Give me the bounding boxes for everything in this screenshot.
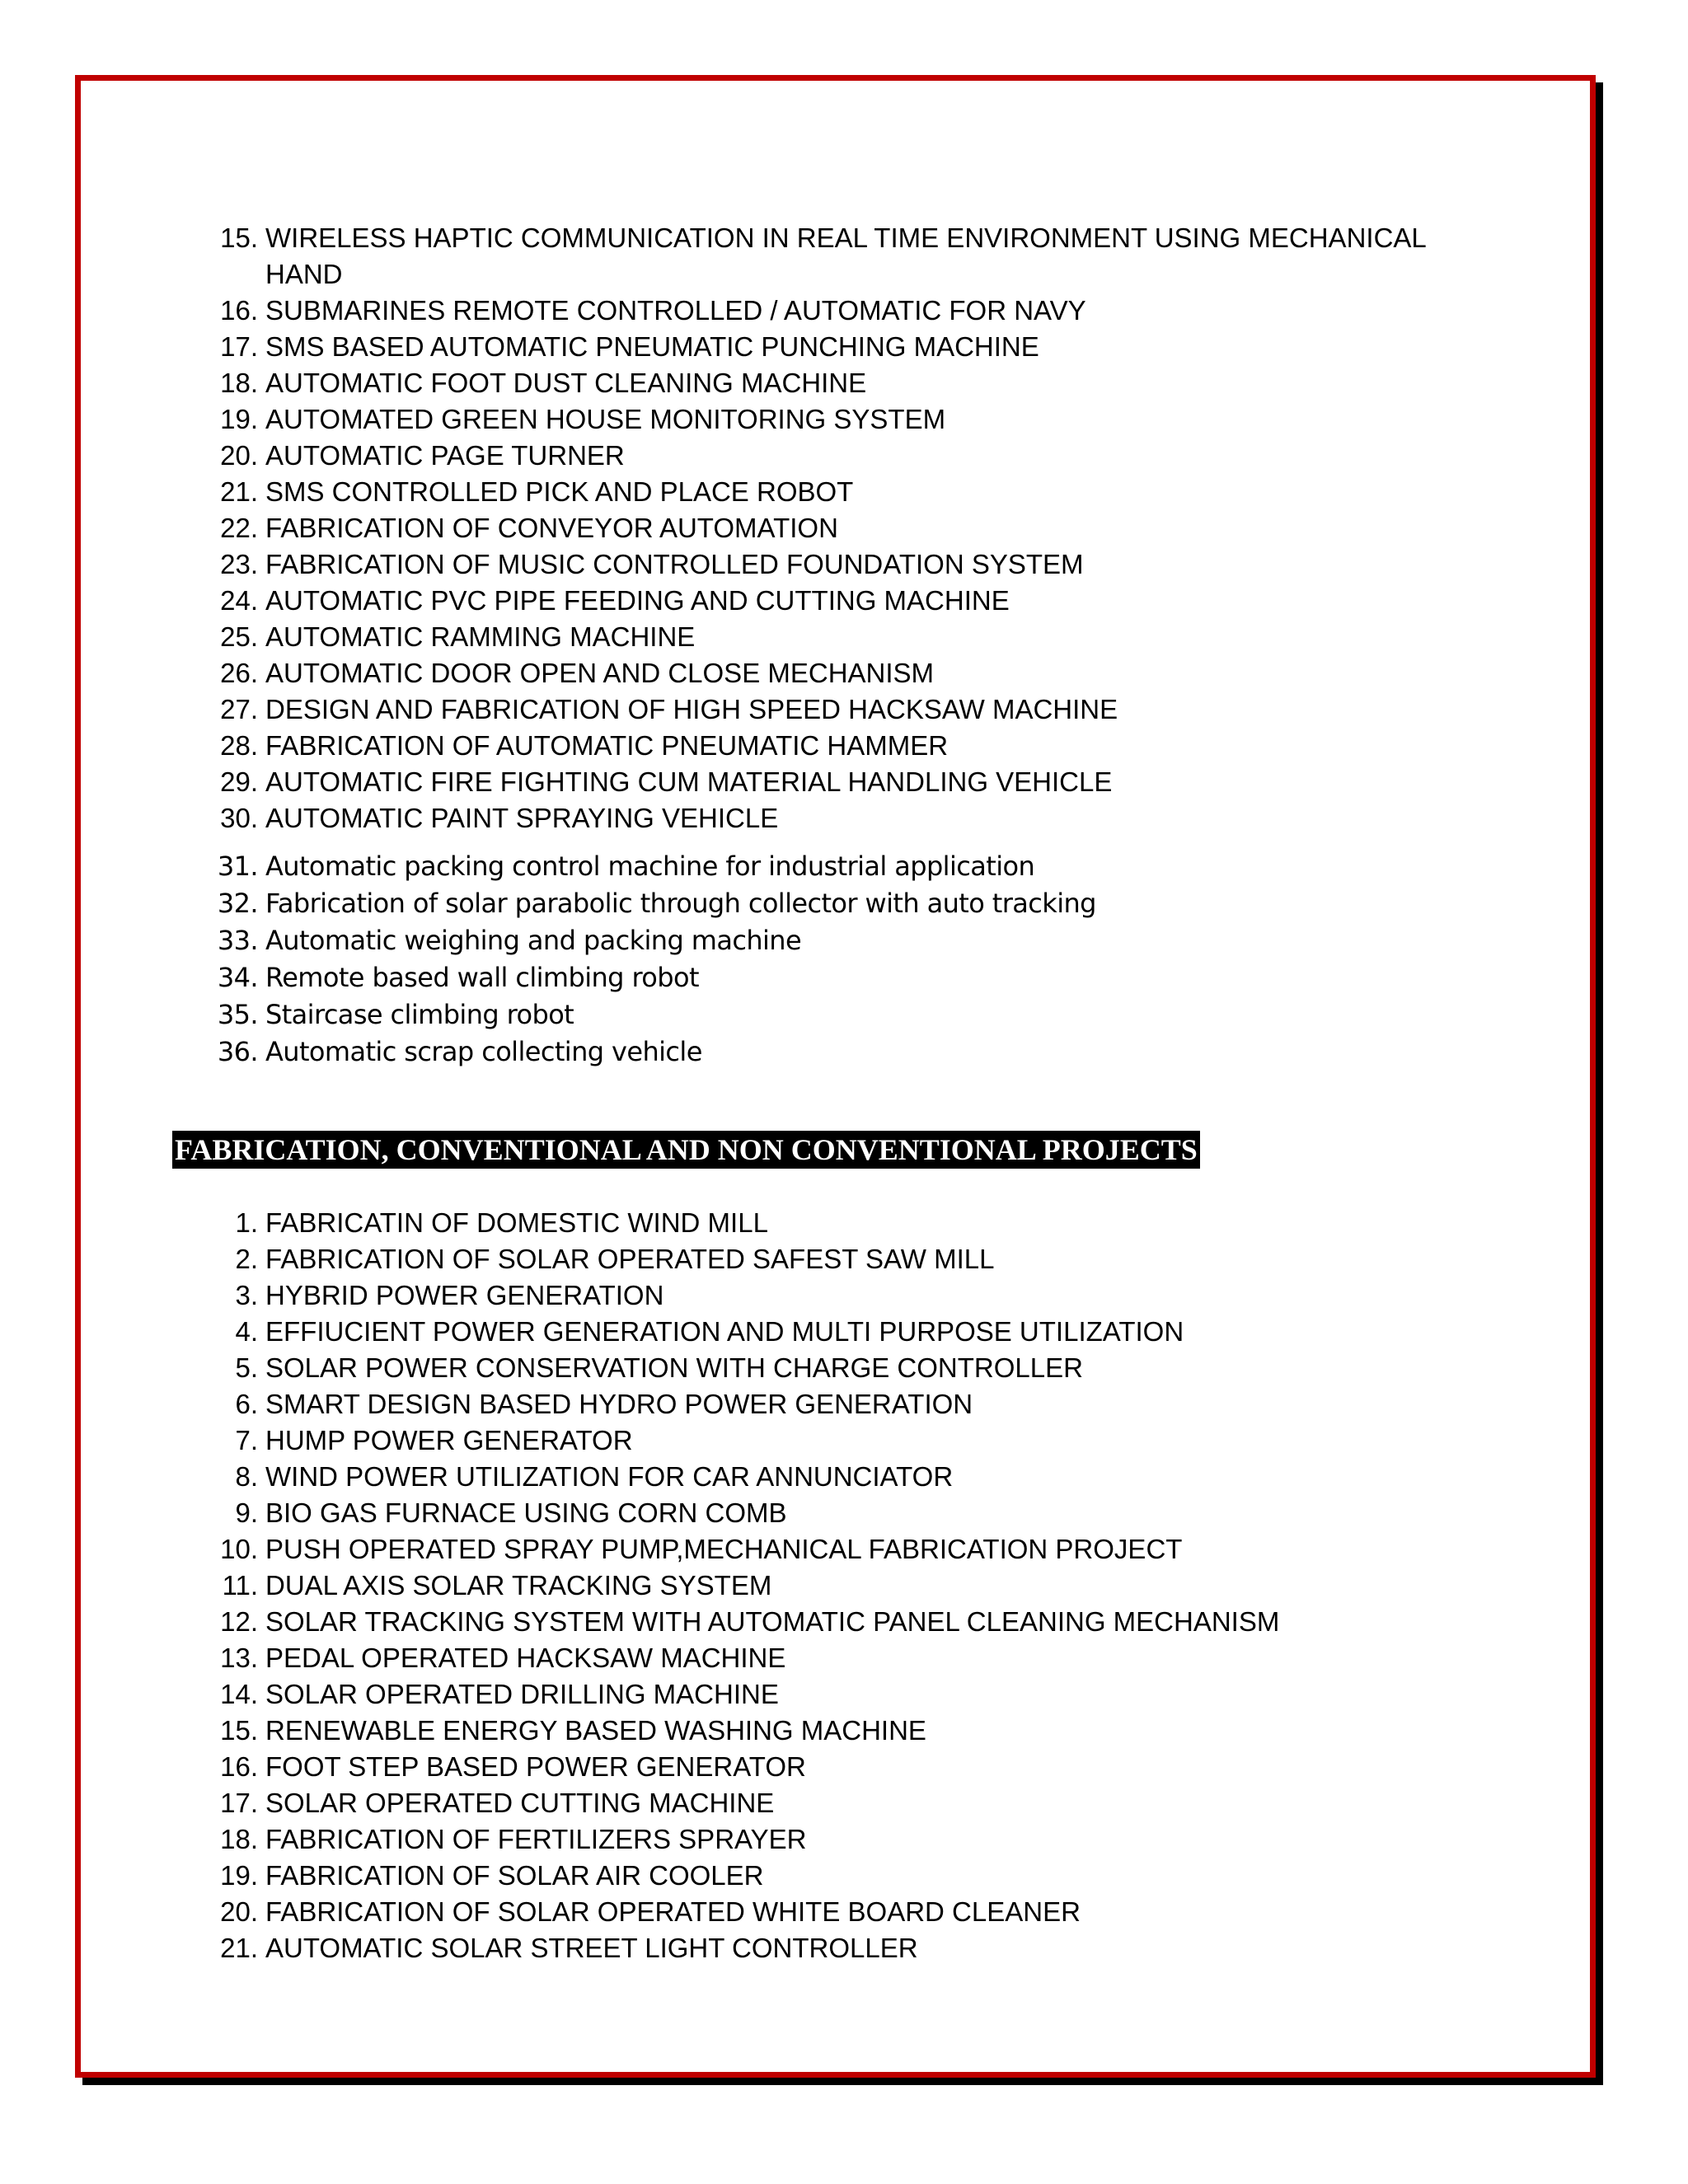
item-number: 13.: [220, 1643, 258, 1673]
list-item: [204, 655, 1461, 691]
list-item: [204, 1033, 1096, 1071]
list-item: [204, 365, 1461, 401]
item-text: HUMP POWER GENERATOR: [265, 1425, 633, 1455]
list-item: [204, 1350, 1279, 1386]
item-number: 19.: [220, 1860, 258, 1891]
item-text: AUTOMATIC FIRE FIGHTING CUM MATERIAL HANDLING VEHICLE: [265, 766, 1113, 797]
item-number: 21.: [220, 1933, 258, 1963]
item-text: AUTOMATIC RAMMING MACHINE: [265, 621, 696, 652]
item-text: SMS CONTROLLED PICK AND PLACE ROBOT: [265, 476, 854, 507]
item-number: 20.: [220, 1896, 258, 1927]
item-number: 31.: [217, 851, 258, 882]
item-text: FABRICATIN OF DOMESTIC WIND MILL: [265, 1207, 768, 1238]
list-item: [204, 800, 1461, 837]
item-number: 18.: [220, 368, 258, 398]
item-number: 33.: [217, 925, 258, 956]
item-number: 17.: [220, 331, 258, 362]
item-text: SOLAR TRACKING SYSTEM WITH AUTOMATIC PANEL CLEANING MECHANISM: [265, 1606, 1280, 1637]
item-text: Automatic scrap collecting vehicle: [265, 1036, 702, 1067]
item-text: FABRICATION OF SOLAR OPERATED WHITE BOARD CLEANER: [265, 1896, 1081, 1927]
item-number: 27.: [220, 694, 258, 724]
item-number: 11.: [222, 1570, 258, 1601]
item-number: 4.: [235, 1316, 258, 1347]
list-item: [204, 583, 1461, 619]
list-item: [204, 1785, 1279, 1821]
item-number: 18.: [220, 1824, 258, 1854]
item-number: 15.: [220, 223, 258, 253]
item-text: FABRICATION OF SOLAR OPERATED SAFEST SAW MILL: [265, 1244, 995, 1274]
item-text: Staircase climbing robot: [265, 999, 574, 1030]
item-number: 24.: [220, 585, 258, 616]
item-text: Remote based wall climbing robot: [265, 962, 699, 993]
item-text: AUTOMATIC FOOT DUST CLEANING MACHINE: [265, 368, 867, 398]
item-text: DUAL AXIS SOLAR TRACKING SYSTEM: [265, 1570, 772, 1601]
list-item: [204, 1241, 1279, 1277]
item-text: AUTOMATIC PAGE TURNER: [265, 440, 625, 471]
item-number: 7.: [235, 1425, 258, 1455]
item-number: 1.: [235, 1207, 258, 1238]
list-item: [204, 293, 1461, 329]
item-number: 16.: [220, 1751, 258, 1782]
list-item: [204, 510, 1461, 546]
item-text: WIRELESS HAPTIC COMMUNICATION IN REAL TIME ENVIRONMENT USING MECHANICAL HAND: [265, 223, 1426, 289]
item-number: 30.: [220, 803, 258, 833]
item-number: 12.: [220, 1606, 258, 1637]
list-item: [204, 691, 1461, 728]
item-text: FABRICATION OF FERTILIZERS SPRAYER: [265, 1824, 807, 1854]
list-item: [204, 1930, 1279, 1966]
item-number: 5.: [235, 1352, 258, 1383]
item-number: 26.: [220, 658, 258, 688]
list-item: [204, 1568, 1279, 1604]
item-text: Automatic weighing and packing machine: [265, 925, 802, 956]
item-number: 25.: [220, 621, 258, 652]
list-item: [204, 220, 1461, 293]
item-text: Automatic packing control machine for industrial application: [265, 851, 1035, 882]
item-number: 36.: [217, 1036, 258, 1067]
item-number: 2.: [235, 1244, 258, 1274]
item-number: 15.: [220, 1715, 258, 1746]
item-number: 35.: [217, 999, 258, 1030]
list-item: [204, 1277, 1279, 1314]
item-text: AUTOMATIC SOLAR STREET LIGHT CONTROLLER: [265, 1933, 918, 1963]
item-text: EFFIUCIENT POWER GENERATION AND MULTI PURPOSE UTILIZATION: [265, 1316, 1184, 1347]
item-text: AUTOMATED GREEN HOUSE MONITORING SYSTEM: [265, 404, 946, 434]
list-item: [204, 764, 1461, 800]
list-item: [204, 1749, 1279, 1785]
item-number: 28.: [220, 730, 258, 761]
item-number: 8.: [235, 1461, 258, 1492]
list-item: [204, 1713, 1279, 1749]
item-text: SOLAR OPERATED CUTTING MACHINE: [265, 1788, 775, 1818]
item-text: FABRICATION OF SOLAR AIR COOLER: [265, 1860, 764, 1891]
item-number: 29.: [220, 766, 258, 797]
item-text: SUBMARINES REMOTE CONTROLLED / AUTOMATIC FOR NAVY: [265, 295, 1086, 326]
list-item: [204, 546, 1461, 583]
item-text: SOLAR POWER CONSERVATION WITH CHARGE CONTROLLER: [265, 1352, 1083, 1383]
item-number: 16.: [220, 295, 258, 326]
item-text: HYBRID POWER GENERATION: [265, 1280, 664, 1310]
item-number: 17.: [220, 1788, 258, 1818]
item-number: 32.: [217, 888, 258, 919]
item-text: AUTOMATIC PVC PIPE FEEDING AND CUTTING MACHINE: [265, 585, 1010, 616]
item-number: 20.: [220, 440, 258, 471]
item-text: AUTOMATIC PAINT SPRAYING VEHICLE: [265, 803, 779, 833]
item-text: BIO GAS FURNACE USING CORN COMB: [265, 1497, 787, 1528]
list-item: [204, 1676, 1279, 1713]
list-item: [204, 474, 1461, 510]
item-number: 22.: [220, 513, 258, 543]
item-text: SOLAR OPERATED DRILLING MACHINE: [265, 1679, 779, 1709]
item-text: SMART DESIGN BASED HYDRO POWER GENERATION: [265, 1389, 973, 1419]
list-item: [204, 1314, 1279, 1350]
list-item: [204, 1386, 1279, 1422]
list-item: [204, 996, 1096, 1033]
item-text: DESIGN AND FABRICATION OF HIGH SPEED HACKSAW MACHINE: [265, 694, 1118, 724]
list-item: [204, 1205, 1279, 1241]
project-list-automation-continued: [204, 848, 1096, 1071]
item-text: PEDAL OPERATED HACKSAW MACHINE: [265, 1643, 786, 1673]
list-item: [204, 922, 1096, 959]
list-item: [204, 1531, 1279, 1568]
item-text: FABRICATION OF AUTOMATIC PNEUMATIC HAMMER: [265, 730, 949, 761]
list-item: [204, 1894, 1279, 1930]
item-number: 14.: [220, 1679, 258, 1709]
list-item: [204, 1821, 1279, 1858]
item-text: WIND POWER UTILIZATION FOR CAR ANNUNCIATOR: [265, 1461, 954, 1492]
item-text: FABRICATION OF CONVEYOR AUTOMATION: [265, 513, 838, 543]
item-text: FABRICATION OF MUSIC CONTROLLED FOUNDATION SYSTEM: [265, 549, 1084, 579]
list-item: [204, 1422, 1279, 1459]
item-number: 9.: [235, 1497, 258, 1528]
item-text: SMS BASED AUTOMATIC PNEUMATIC PUNCHING MACHINE: [265, 331, 1039, 362]
list-item: [204, 1459, 1279, 1495]
item-text: FOOT STEP BASED POWER GENERATOR: [265, 1751, 806, 1782]
item-number: 6.: [235, 1389, 258, 1419]
item-text: PUSH OPERATED SPRAY PUMP,MECHANICAL FABRICATION PROJECT: [265, 1534, 1183, 1564]
project-list-fabrication: [204, 1205, 1279, 1966]
item-number: 3.: [235, 1280, 258, 1310]
list-item: [204, 1858, 1279, 1894]
list-item: [204, 1604, 1279, 1640]
list-item: [204, 728, 1461, 764]
item-text: RENEWABLE ENERGY BASED WASHING MACHINE: [265, 1715, 926, 1746]
item-text: AUTOMATIC DOOR OPEN AND CLOSE MECHANISM: [265, 658, 935, 688]
list-item: [204, 1640, 1279, 1676]
item-number: 19.: [220, 404, 258, 434]
item-number: 34.: [217, 962, 258, 993]
item-number: 10.: [220, 1534, 258, 1564]
list-item: [204, 959, 1096, 996]
section-heading: FABRICATION, CONVENTIONAL AND NON CONVENTIONAL PROJECTS: [172, 1131, 1200, 1169]
list-item: [204, 329, 1461, 365]
list-item: [204, 1495, 1279, 1531]
project-list-automation: [204, 220, 1461, 837]
list-item: [204, 438, 1461, 474]
list-item: [204, 885, 1096, 922]
list-item: [204, 401, 1461, 438]
list-item: [204, 848, 1096, 885]
item-number: 23.: [220, 549, 258, 579]
item-text: Fabrication of solar parabolic through collector with auto tracking: [265, 888, 1096, 919]
list-item: [204, 619, 1461, 655]
item-number: 21.: [220, 476, 258, 507]
